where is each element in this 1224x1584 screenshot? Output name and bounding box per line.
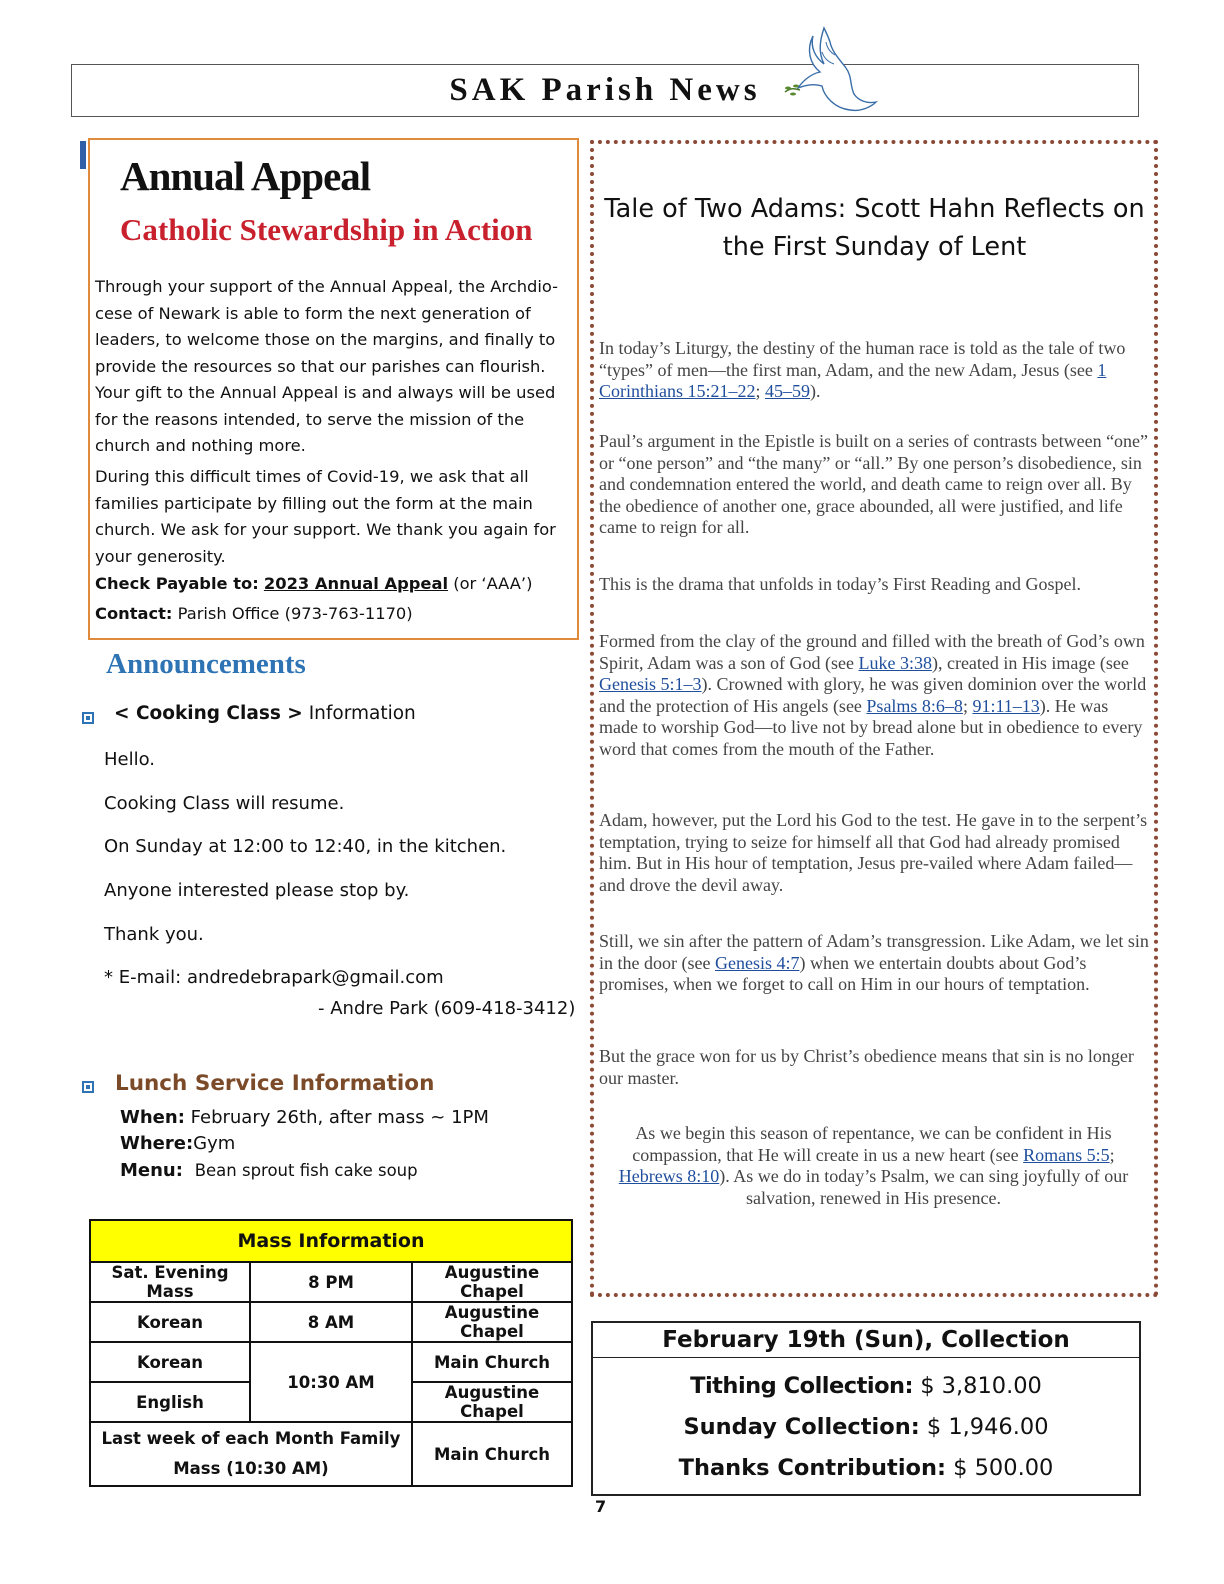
appeal-line: Your gift to the Annual Appeal is and always will be used bbox=[95, 383, 556, 402]
lunch-menu-label: Menu: bbox=[120, 1160, 183, 1181]
article-text: ). Crowned with glory, he was given dominion over the world and the protection of His angels (see bbox=[599, 674, 1147, 716]
article-text: ) when we entertain doubts about God’s promises, when we forget to call on Him in our hours of temptation. bbox=[599, 952, 1090, 994]
tithing-value: $ 3,810.00 bbox=[913, 1373, 1042, 1399]
article-paragraph bbox=[599, 931, 1149, 996]
cooking-line: On Sunday at 12:00 to 12:40, in the kitchen. bbox=[104, 836, 507, 857]
lunch-when-label: When: bbox=[120, 1107, 185, 1128]
scripture-link[interactable]: 91:11–13 bbox=[972, 695, 1040, 716]
scripture-link[interactable]: Romans 5:5 bbox=[1023, 1144, 1110, 1165]
article-paragraph: Paul’s argument in the Epistle is built on a series of contrasts between “one” or “one person” and “the many” or “all.” By one person’s disobedience, sin and condemnation entered the world, and death came to reign over all. By the obedience of another one, grace abounded, all were justified, and life came to reign for all. bbox=[599, 431, 1149, 537]
appeal-paragraph-2 bbox=[95, 464, 570, 570]
announcements-heading: Announcements bbox=[106, 648, 306, 680]
mass-cell: Main Church bbox=[412, 1422, 572, 1486]
scripture-link[interactable]: 45–59 bbox=[765, 381, 811, 401]
tithing-collection bbox=[593, 1373, 1139, 1399]
appeal-line: church. We ask for your support. We thank you again for bbox=[95, 520, 556, 539]
mass-cell: 8 AM bbox=[250, 1302, 412, 1342]
cooking-email: * E-mail: andredebrapark@gmail.com bbox=[104, 967, 444, 988]
article-text: In today’s Liturgy, the destiny of the human race is told as the tale of two “types” of men—the first man, Adam, and the new Adam, Jesus (see bbox=[599, 338, 1126, 380]
appeal-line: cese of Newark is able to form the next generation of bbox=[95, 303, 531, 323]
article-paragraph bbox=[601, 1123, 1146, 1209]
appeal-line: church and nothing more. bbox=[95, 436, 306, 455]
mass-cell: Augustine Chapel bbox=[412, 1262, 572, 1302]
thanks-label: Thanks Contribution: bbox=[678, 1455, 946, 1481]
appeal-line: families participate by filling out the form at the main bbox=[95, 493, 533, 513]
newsletter-title: SAK Parish News bbox=[449, 72, 761, 108]
mass-family-line: Mass (10:30 AM) bbox=[173, 1459, 329, 1478]
appeal-subtitle: Catholic Stewardship in Action bbox=[120, 212, 533, 247]
page-number: 7 bbox=[595, 1497, 607, 1516]
contact-line bbox=[95, 604, 413, 623]
article-text: Still, we sin after the pattern of Adam’s transgression. Like Adam, we let sin in the door (see bbox=[599, 931, 1149, 973]
thanks-contribution bbox=[593, 1455, 1139, 1481]
lunch-when-value: February 26th, after mass ~ 1PM bbox=[190, 1107, 489, 1128]
appeal-paragraph-1 bbox=[95, 274, 570, 460]
mass-family-cell bbox=[90, 1422, 412, 1486]
check-label: Check Payable to: bbox=[95, 574, 259, 593]
scripture-link[interactable]: Genesis 4:7 bbox=[714, 952, 800, 973]
scripture-link[interactable]: Luke 3:38 bbox=[858, 652, 932, 673]
mass-cell: 8 PM bbox=[250, 1262, 412, 1302]
cooking-line: Thank you. bbox=[104, 924, 204, 945]
article-text: ), created in His image (see bbox=[931, 652, 1129, 673]
article-text: ; bbox=[962, 695, 973, 716]
article-paragraph: But the grace won for us by Christ’s obedience means that sin is no longer our master. bbox=[599, 1046, 1134, 1088]
mass-family-line: Last week of each Month Family bbox=[101, 1429, 401, 1448]
sunday-label: Sunday Collection: bbox=[683, 1414, 920, 1440]
article-paragraph bbox=[599, 338, 1149, 403]
scripture-link[interactable]: Hebrews 8:10 bbox=[618, 1166, 720, 1186]
contact-value: Parish Office (973-763-1170) bbox=[177, 604, 413, 623]
article-paragraph: This is the drama that unfolds in today’s First Reading and Gospel. bbox=[599, 574, 1081, 594]
mass-cell: Sat. Evening Mass bbox=[90, 1262, 250, 1302]
article-text: As we begin this season of repentance, we can be confident in His compassion, that He will create in us a new heart (see bbox=[632, 1123, 1112, 1165]
mass-cell: Augustine Chapel bbox=[412, 1302, 572, 1342]
article-text: ). As we do in today’s Psalm, we can sing joyfully of our salvation, renewed in His presence. bbox=[719, 1166, 1129, 1208]
scripture-link[interactable]: 1 Corinthians 15:21–22 bbox=[599, 359, 1107, 401]
mass-cell: Augustine Chapel bbox=[412, 1382, 572, 1422]
appeal-line: for the reasons intended, to serve the mission of the bbox=[95, 409, 525, 429]
contact-label: Contact: bbox=[95, 604, 173, 623]
mass-information-table bbox=[89, 1219, 573, 1487]
lunch-heading: Lunch Service Information bbox=[115, 1071, 435, 1096]
appeal-line: Through your support of the Annual Appeal, the Archdio- bbox=[95, 277, 559, 296]
collection-heading: February 19th (Sun), Collection bbox=[593, 1323, 1139, 1358]
scripture-link[interactable]: Psalms 8:6–8 bbox=[866, 695, 963, 716]
article-title: Tale of Two Adams: Scott Hahn Reflects on the First Sunday of Lent bbox=[604, 194, 1145, 262]
lunch-when bbox=[120, 1107, 489, 1128]
cooking-line: Anyone interested please stop by. bbox=[104, 880, 410, 901]
cooking-line: Cooking Class will resume. bbox=[104, 793, 345, 814]
cooking-signature: - Andre Park (609-418-3412) bbox=[318, 998, 576, 1019]
square-bullet-icon bbox=[82, 1081, 94, 1093]
scripture-link[interactable]: Genesis 5:1–3 bbox=[599, 674, 702, 694]
check-note: (or ‘AAA’) bbox=[453, 574, 533, 593]
lunch-menu bbox=[120, 1160, 418, 1181]
mass-cell: 10:30 AM bbox=[250, 1342, 412, 1422]
article-text: ). bbox=[810, 381, 821, 401]
cooking-class-heading bbox=[114, 703, 416, 724]
article-text: ; bbox=[1109, 1144, 1115, 1165]
mass-cell: English bbox=[90, 1382, 250, 1422]
section-tab-marker bbox=[80, 141, 86, 169]
appeal-line: During this difficult times of Covid-19, we ask that all bbox=[95, 467, 529, 486]
cooking-line: Hello. bbox=[104, 749, 156, 770]
appeal-line: your generosity. bbox=[95, 546, 226, 566]
mass-cell: Korean bbox=[90, 1342, 250, 1382]
appeal-line: provide the resources so that our parishes can flourish. bbox=[95, 356, 546, 376]
sunday-collection bbox=[593, 1414, 1139, 1440]
sunday-value: $ 1,946.00 bbox=[919, 1414, 1049, 1440]
appeal-line: leaders, to welcome those on the margins, and finally to bbox=[95, 330, 556, 349]
appeal-title: Annual Appeal bbox=[120, 153, 371, 199]
cooking-class-subtitle: Information bbox=[302, 703, 416, 724]
dove-icon bbox=[780, 22, 880, 122]
lunch-menu-value: Bean sprout fish cake soup bbox=[194, 1161, 418, 1180]
lunch-where bbox=[120, 1133, 235, 1154]
article-text: ). He was made to worship God—to live not by bread alone but in obedience to every word that comes from the mouth of the Father. bbox=[599, 695, 1143, 759]
mass-cell: Korean bbox=[90, 1302, 250, 1342]
lunch-where-label: Where: bbox=[120, 1133, 194, 1154]
thanks-value: $ 500.00 bbox=[946, 1455, 1054, 1481]
square-bullet-icon bbox=[82, 712, 94, 724]
tithing-label: Tithing Collection: bbox=[690, 1373, 914, 1399]
article-text: Formed from the clay of the ground and filled with the breath of God’s own Spirit, Adam was a son of God (see bbox=[599, 631, 1145, 673]
article-text: ; bbox=[755, 381, 766, 401]
article-paragraph bbox=[599, 631, 1149, 760]
mass-cell: Main Church bbox=[412, 1342, 572, 1382]
mass-table-title: Mass Information bbox=[90, 1220, 572, 1262]
check-payable-line bbox=[95, 574, 532, 593]
cooking-class-title: < Cooking Class > bbox=[114, 703, 303, 724]
check-value: 2023 Annual Appeal bbox=[263, 574, 449, 593]
article-paragraph: Adam, however, put the Lord his God to the test. He gave in to the serpent’s temptation, trying to seize for himself all that God had already promised him. But in His hour of temptation, Jesus pre-vailed where Adam failed—and drove the devil away. bbox=[599, 810, 1148, 895]
lunch-where-value: Gym bbox=[193, 1133, 236, 1154]
